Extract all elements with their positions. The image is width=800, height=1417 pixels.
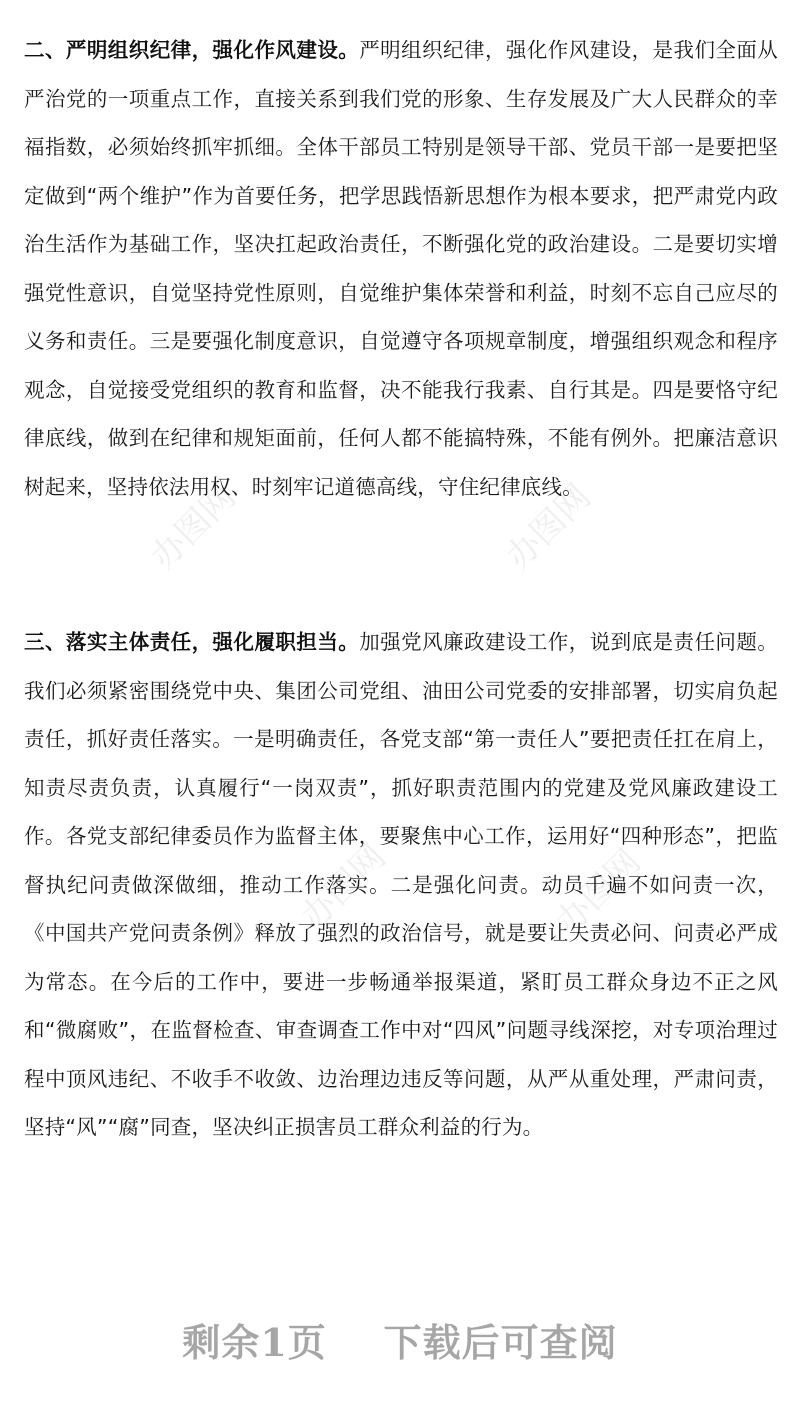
section-heading: 三、落实主体责任，强化履职担当。: [24, 630, 360, 654]
paragraph-body: 加强党风廉政建设工作，说到底是责任问题。我们必须紧密围绕党中央、集团公司党组、油田公司党委的安排部署，切实肩负起责任，抓好责任落实。一是明确责任，各党支部“第一责任人”要把责任扛在肩上，知责尽责负责，认真履行“一岗双责”，抓好职责范围内的党建及党风廉政建设工作。各党支部纪律委员作为监督主体，要聚焦中心工作，运用好“四种形态”，把监督执纪问责做深做细，推动工作落实。二是强化问责。动员千遍不如问责一次，《中国共产党问责条例》释放了强烈的政治信号，就是要让失责必问、问责必严成为常态。在今后的工作中，要进一步畅通举报渠道，紧盯员工群众身边不正之风和“微腐败”，在监督检查、审查调查工作中对“四风”问题寻线深挖，对专项治理过程中顶风违纪、不收手不收敛、边治理边违反等问题，从严从重处理，严肃问责，坚持“风”“腐”同查，坚决纠正损害员工群众利益的行为。: [24, 630, 779, 1139]
watermark: 办图网: [293, 836, 394, 938]
watermark: 办图网: [498, 476, 599, 578]
paragraph-body: 严明组织纪律，强化作风建设，是我们全面从严治党的一项重点工作，直接关系到我们党的形象、生存发展及广大人民群众的幸福指数，必须始终抓牢抓细。全体干部员工特别是领导干部、党员干部一是要把坚定做到“两个维护”作为首要任务，把学思践悟新思想作为根本要求，把严肃党内政治生活作为基础工作，坚决扛起政治责任，不断强化党的政治建设。二是要切实增强党性意识，自觉坚持党性原则，自觉维护集体荣誉和利益，时刻不忘自己应尽的义务和责任。三是要强化制度意识，自觉遵守各项规章制度，增强组织观念和程序观念，自觉接受党组织的教育和监督，决不能我行我素、自行其是。四是要恪守纪律底线，做到在纪律和规矩面前，任何人都不能搞特殊，不能有例外。把廉洁意识树起来，坚持依法用权、时刻牢记道德高线，守住纪律底线。: [24, 38, 779, 499]
section-heading: 二、严明组织纪律，强化作风建设。: [24, 38, 360, 62]
paragraph-section-3: [24, 618, 778, 1152]
watermark: 办图网: [143, 476, 244, 578]
paragraph-section-2: [24, 26, 778, 511]
remaining-pages-notice: 剩余1页 下载后可查阅: [182, 1320, 618, 1365]
watermark: 办图网: [548, 841, 649, 943]
